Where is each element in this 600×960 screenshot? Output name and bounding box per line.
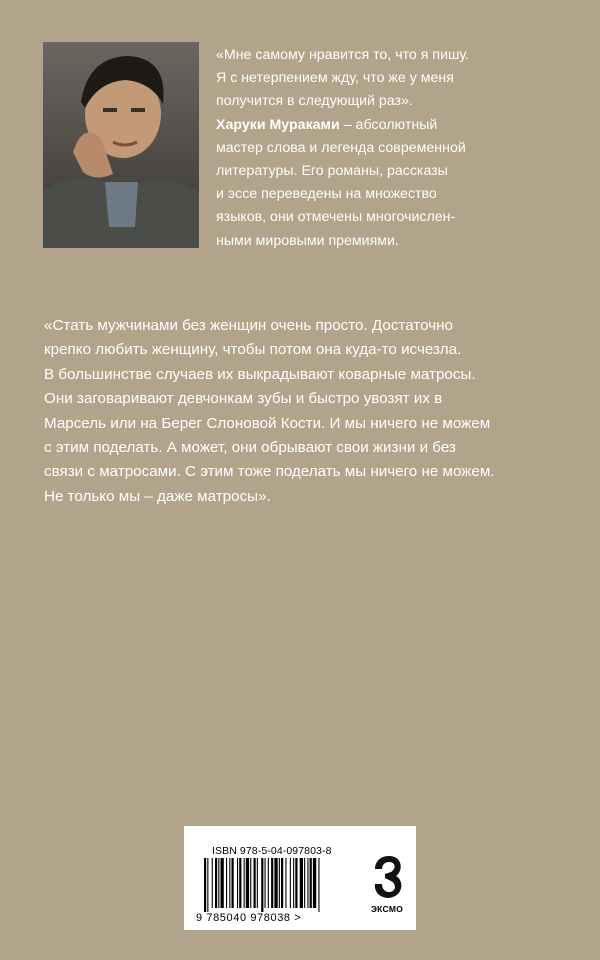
barcode-bar [207,858,208,912]
barcode-bar [254,858,256,908]
bio-line-rest: – абсолютный [339,116,438,133]
author-name: Харуки Мураками [216,116,340,133]
barcode-bar [218,858,219,908]
barcode-bar [271,858,273,908]
barcode-bar [274,858,277,908]
barcode-bar [295,858,297,908]
barcode-bar [307,858,308,908]
bio-line: «Мне самому нравится то, что я пишу. [216,47,469,63]
barcode-bar [257,858,258,908]
barcode-bar [215,858,217,908]
barcode-bar [244,858,245,908]
barcode-bar [237,858,238,908]
barcode-digits: 9 785040 978038 > [196,912,302,924]
barcode-bar [212,858,213,908]
bio-line: литературы. Его романы, рассказы [216,163,448,180]
barcode-bar [229,858,230,908]
barcode-bar [226,858,227,908]
bio-line: языков, они отмечены многочислен- [216,209,456,226]
barcode-bar [300,858,303,908]
isbn-label: ISBN 978-5-04-097803-8 [212,845,332,857]
bio-line: и эссе переведены на множество [216,186,437,203]
author-bio [216,44,556,253]
bio-line [216,114,556,137]
barcode-bar [221,858,224,908]
book-quote [44,314,564,509]
bio-line: ными мировыми премиями. [216,232,399,249]
barcode-bar [290,858,291,908]
bio-line: Я с нетерпением жду, что же у меня [216,70,454,87]
barcode-bar [310,858,312,908]
barcode-bar [239,858,241,908]
barcode-image [204,858,350,912]
publisher-name: ЭКСМО [370,904,404,914]
barcode-bar [304,858,305,908]
barcode-bar [313,858,316,908]
quote-line: с этим поделать. А может, они обрывают свои жизни и без [44,439,456,457]
barcode-panel [184,826,416,930]
barcode-bar [232,858,234,908]
quote-line: «Стать мужчинами без женщин очень просто. Достаточно [44,317,453,334]
barcode-bar [281,858,283,908]
author-portrait-image [43,42,199,248]
quote-line: Не только мы – даже матросы». [44,487,271,505]
barcode-bar [265,858,266,908]
barcode-bar [250,858,251,908]
barcode-bar [285,858,286,908]
quote-line: связи с матросами. С этим тоже поделать мы ничего не можем. [44,463,495,481]
quote-line: В большинстве случаев их выкрадывают коварные матросы. [44,365,476,383]
barcode-bar [261,858,263,912]
bio-line: получится в следующий раз». [216,93,413,110]
barcode-bar [268,858,269,908]
quote-line: Марсель или на Берег Слоновой Кости. И мы ничего не можем [44,414,491,432]
bio-line: мастер слова и легенда современной [216,139,466,156]
barcode-bar [318,858,319,912]
barcode-bar [293,858,294,908]
barcode-bar [204,858,206,912]
quote-line: Они заговаривают девчонкам зубы и быстро увозят их в [44,390,443,408]
barcode-bar [279,858,280,908]
eksmo-logo-icon [372,854,406,900]
quote-line: крепко любить женщину, чтобы потом она куда-то исчезла. [44,341,462,359]
barcode-bar [246,858,249,908]
author-photo [43,42,199,248]
